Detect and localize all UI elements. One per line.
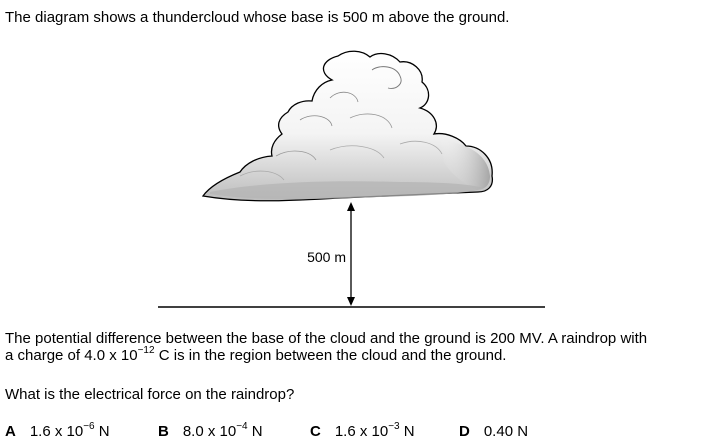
cloud-shape [203,51,492,201]
option-a[interactable] [5,423,110,441]
height-arrow [347,202,355,306]
option-b[interactable] [158,423,263,441]
intro-text: The diagram shows a thundercloud whose base is 500 m above the ground. [5,9,510,26]
option-value: 8.0 x $10^{-4}$ N [182,421,263,440]
option-letter: B [158,423,169,440]
charge-exponent: −12 [137,345,155,356]
height-label: 500 m [307,249,346,265]
option-value: 0.40 N [483,423,529,440]
option-letter: D [459,423,470,440]
question-text: What is the electrical force on the raindrop? [5,386,295,403]
option-letter: A [5,423,16,440]
paragraph-line-1: The potential difference between the base of the cloud and the ground is 200 MV. A raindrop with [5,330,648,347]
option-c[interactable] [310,423,415,441]
option-letter: C [310,423,321,440]
option-value: 1.6 x $10^{-3}$ N [334,421,415,440]
paragraph-line-2-rest: C is in the region between the cloud and the ground. [154,347,507,364]
option-d[interactable] [459,423,528,441]
paragraph-line-2 [5,347,506,365]
charge-mantissa: a charge of 4.0 x 10 [5,347,138,364]
option-value: 1.6 x $10^{-6}$ N [29,421,110,440]
